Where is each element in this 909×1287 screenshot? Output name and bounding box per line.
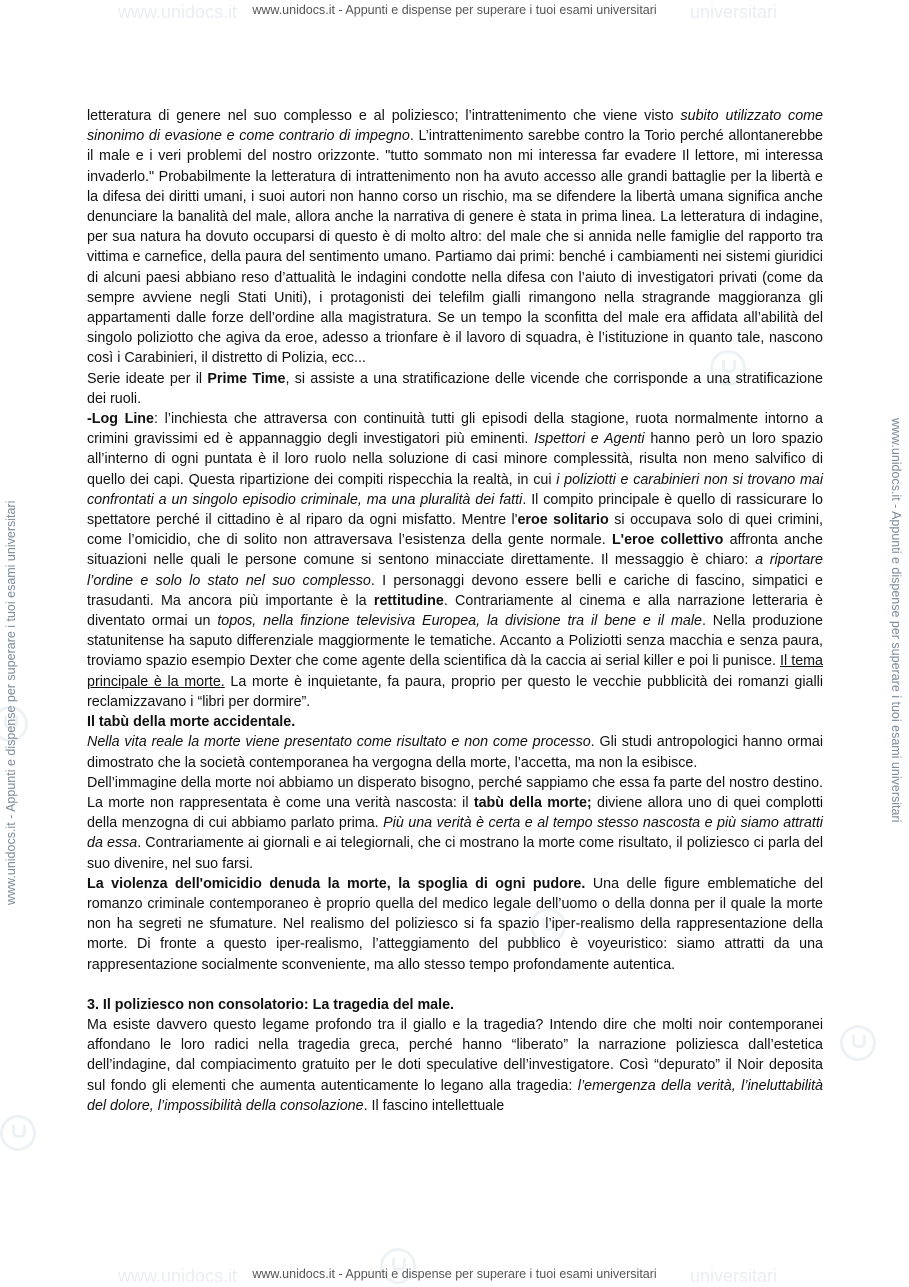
watermark-banner-bottom: www.unidocs.it - Appunti e dispense per superare i tuoi esami universitari xyxy=(252,1267,657,1281)
text-run: . Il fascino intellettuale xyxy=(363,1097,505,1114)
watermark-ghost-right-bottom: universitari xyxy=(690,1266,778,1286)
text-run: . Gli studi antropologici hanno ormai dimostrato che la società contemporanea ha vergogna della morte, l’accetta, ma non la esibisce. xyxy=(87,734,823,771)
text-run: La violenza dell'omicidio denuda la morte, la spoglia di ogni pudore. xyxy=(87,875,586,892)
text-run: L'eroe collettivo xyxy=(611,532,724,549)
text-run: Più una verità è certa e al tempo stesso nascosta e più siamo attratti da essa xyxy=(87,815,823,852)
text-run: : l’inchiesta che attraversa con continuità tutti gli episodi della stagione, ruota normalmente intorno a crimini gravissimi ed è appannaggio degli investigatori più eminenti. xyxy=(87,411,823,448)
paragraph xyxy=(87,409,823,712)
text-run: tabù della morte; xyxy=(473,794,592,811)
watermark-ghost-right: universitari xyxy=(690,2,778,22)
text-run: , si assiste a una stratificazione delle vicende che corrisponde a una stratificazione dei ruoli. xyxy=(87,370,824,407)
text-run: rettitudine xyxy=(373,592,444,609)
text-run: hanno però un loro spazio all’interno di ogni puntata è il loro ruolo nella soluzione di casi minore complessità, risulta non meno salvifico di quello dei capi. Questa ripartizione dei compiti rispecchia la realtà, in cui xyxy=(87,431,823,488)
text-run: . Contrariamente al cinema e alla narrazione letteraria è diventato ormai un xyxy=(87,592,823,630)
text-run: diviene allora uno di quei complotti della menzogna di cui abbiamo parlato prima. xyxy=(87,794,823,832)
paragraph xyxy=(87,874,823,975)
text-run: . Nella produzione statunitense ha saputo differenziale maggiormente le tematiche. Accanto a Poliziotti senza macchia e senza paura, troviamo spazio esempio Dexter che come agente della scientifica dà la caccia ai serial killer e poi li punisce. xyxy=(87,613,823,670)
text-run: si occupava solo di quei crimini, come l’omicidio, che di solito non attraversava l’esistenza della gente normale. xyxy=(87,512,823,549)
text-run: Dell’immagine della morte noi abbiamo un disperato bisogno, perché sappiamo che essa fa parte del nostro destino. La morte non rappresentata è come una verità nascosta: il xyxy=(87,774,823,811)
text-run: i poliziotti e carabinieri non si trovano mai confrontati a un singolo episodio criminale, ma una pluralità dei fatti xyxy=(87,471,823,508)
watermark-ghost-left-bottom: www.unidocs.it xyxy=(118,1266,238,1286)
section-heading xyxy=(87,712,823,732)
paragraph xyxy=(87,369,823,409)
watermark-ghost-left: www.unidocs.it xyxy=(118,2,238,22)
text-run: subito utilizzato come sinonimo di evasione e come contrario di impegno xyxy=(87,108,824,145)
unidocs-logo-icon xyxy=(0,1115,36,1151)
text-run: . I personaggi devono essere belli e cariche di fascino, simpatici e trasudanti. Ma ancora più importante è la xyxy=(87,572,823,609)
document-body xyxy=(87,106,823,1116)
unidocs-logo-icon xyxy=(840,1025,876,1061)
text-run: eroe solitario xyxy=(517,512,609,529)
text-run: Ispettori e Agenti xyxy=(534,431,645,448)
text-run: Una delle figure emblematiche del romanzo criminale contemporaneo è proprio quella del medico legale dell’uomo o della donna per il quale la morte non ha segreti ne sfumature. Nel realismo del poliziesco si fa spazio l’iper-realismo della rappresentazione della morte. Di fronte a questo iper-realismo, l’atteggiamento del pubblico è voyeuristico: siamo attratti da una rappresentazione socialmente sconveniente, ma allo stesso tempo profondamente autentica. xyxy=(87,875,824,973)
watermark-side-right: www.unidocs.it - Appunti e dispense per superare i tuoi esami universitari xyxy=(889,418,903,823)
paragraph xyxy=(87,1015,823,1116)
text-run: a riportare l’ordine e solo lo stato nel suo complesso xyxy=(87,552,823,589)
text-run: . L’intrattenimento sarebbe contro la Torio perché allontanerebbe il male e i veri problemi del nostro orizzonte. "tutto sommato non mi interessa far evadere Il lettore, mi interessa invaderlo." Probabilmente la letteratura di intrattenimento non ha avuto accesso alle grandi battaglie per la libertà e la difesa dei diritti umani, i suoi autori non hanno corso un rischio, ma se difendere la libertà umana significa anche denunciare la banalità del male, allora anche la narrativa di genere è stata in prima linea. La letteratura di indagine, per sua natura ha dovuto occuparsi di questo è di molto altro: del male che si annida nelle famiglie del rapporto tra vittima e carnefice, della paura del sentimento umano. Partiamo dai primi: benché i cambiamenti nei sistemi giuridici di alcuni paesi abbiano reso d’attualità le indagini condotte nella difesa con l’aiuto di investigatori privati (come da sempre avviene negli Stati Uniti), i protagonisti dei telefilm gialli rimangono nella stragrande maggioranza gli appartamenti dalle forze dell’ordine alla magistratura. Se un tempo la sconfitta del male era affidata all’abilità del singolo poliziotto che agiva da eroe, adesso a trionfare è il lavoro di squadra, è l’istituzione in quanto tale, nascono così i Carabinieri, il distretto di Polizia, ecc... xyxy=(87,128,823,367)
text-run: l’emergenza della verità, l’ineluttabilità del dolore, l’impossibilità della consolazione xyxy=(87,1077,823,1114)
text-run: affronta anche situazioni nelle quali le persone comune si sentono minacciate direttamente. Il messaggio è chiaro: xyxy=(87,532,823,569)
text-run: Il tema principale è la morte. xyxy=(87,653,824,690)
text-run: . Contrariamente ai giornali e ai telegiornali, che ci mostrano la morte come risultato, il poliziesco ci parla del suo divenire, nel suo farsi. xyxy=(87,835,824,872)
text-run: Nella vita reale la morte viene presentato come risultato e non come processo xyxy=(87,734,591,751)
paragraph xyxy=(87,732,823,772)
text-run: topos, nella finzione televisiva Europea, la divisione tra il bene e il male xyxy=(217,613,702,630)
text-run: 3. Il poliziesco non consolatorio: La tragedia del male. xyxy=(87,996,455,1013)
text-run: -Log Line xyxy=(87,411,154,428)
paragraph xyxy=(87,773,823,874)
watermark-banner-top: www.unidocs.it - Appunti e dispense per superare i tuoi esami universitari xyxy=(252,3,657,17)
paragraph xyxy=(87,106,823,369)
text-run: Ma esiste davvero questo legame profondo tra il giallo e la tragedia? Intendo dire che molti noir contemporanei affondano le loro radici nella tragedia greca, perché hanno “liberato” la narrazione poliziesca dall’estetica dell’indagine, dal compiacimento gratuito per le doti speculative dell’investigatore. Così “depurato” il Noir deposita sul fondo gli elementi che aumenta autenticamente lo legano alla tragedia: xyxy=(87,1016,823,1094)
text-run: Prime Time xyxy=(207,370,286,387)
text-run: letteratura di genere nel suo complesso e al poliziesco; l’intrattenimento che viene visto xyxy=(87,108,681,124)
text-run: . Il compito principale è quello di rassicurare lo spettatore perché il cittadino è al riparo da ogni misfatto. Mentre l' xyxy=(87,491,823,529)
text-run: Serie ideate per il xyxy=(87,370,208,387)
watermark-side-left: www.unidocs.it - Appunti e dispense per superare i tuoi esami universitari xyxy=(4,500,18,905)
text-run: La morte è inquietante, fa paura, proprio per questo le vecchie pubblicità dei romanzi gialli reclamizzavano i “libri per dormire”. xyxy=(87,673,823,710)
section-heading xyxy=(87,995,823,1015)
text-run: Il tabù della morte accidentale. xyxy=(87,714,296,731)
